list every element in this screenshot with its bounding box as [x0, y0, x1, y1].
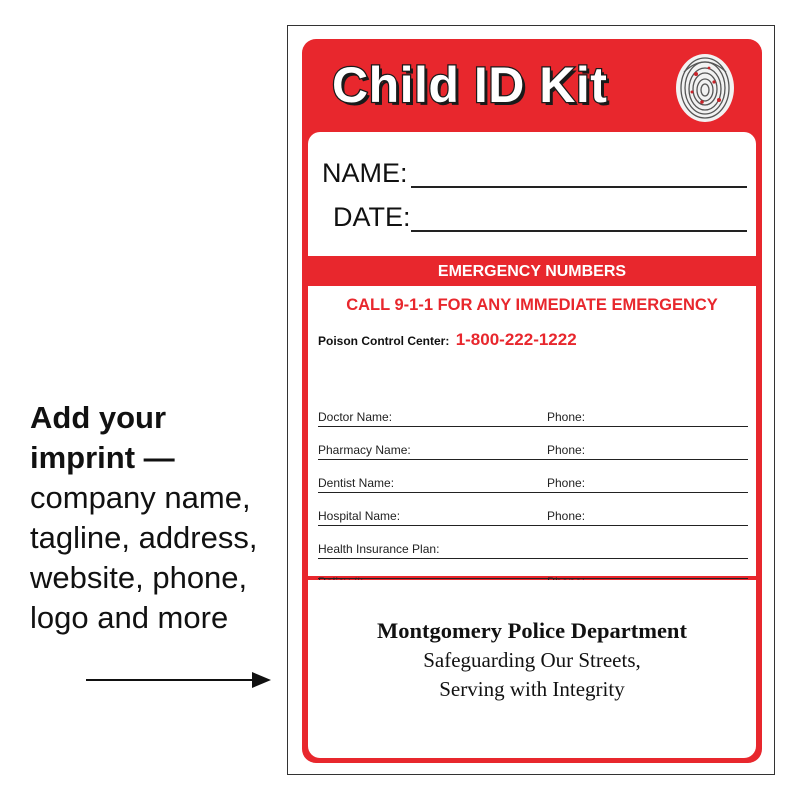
hospital-label: Hospital Name:: [318, 509, 401, 523]
card-title: Child ID Kit: [332, 57, 608, 113]
child-id-card: [287, 25, 775, 775]
hospital-phone-label: Phone:: [547, 509, 586, 523]
hospital-row: [318, 495, 748, 526]
name-field-line: [411, 186, 747, 188]
date-field-row: [308, 198, 756, 238]
poison-control-number: 1-800-222-1222: [455, 330, 577, 349]
promo-body-line-1: company name,: [30, 480, 251, 515]
emergency-numbers-panel: [308, 286, 756, 576]
imprint-panel: [308, 580, 756, 758]
card-red-frame: [302, 39, 762, 763]
policy-row-line: [318, 578, 748, 579]
insurance-label: Health Insurance Plan:: [318, 542, 440, 556]
doctor-row: [318, 396, 748, 427]
poison-control-line: [318, 330, 577, 350]
name-label: NAME:: [322, 158, 408, 188]
name-field-row: [308, 154, 756, 194]
promo-headline-line-2: imprint —: [30, 440, 175, 475]
date-label: DATE:: [333, 202, 411, 232]
fingerprint-icon: [674, 52, 736, 124]
promo-body-line-4: logo and more: [30, 600, 229, 635]
pharmacy-label: Pharmacy Name:: [318, 443, 411, 457]
poison-control-label: Poison Control Center:: [318, 334, 450, 348]
date-field-line: [411, 230, 747, 232]
right-arrow-icon: [86, 671, 271, 689]
imprint-org-name: Montgomery Police Department: [377, 618, 687, 643]
promo-headline-line-1: Add your: [30, 400, 167, 435]
dentist-label: Dentist Name:: [318, 476, 395, 490]
imprint-promo: [30, 398, 280, 638]
imprint-tagline-line-1: Safeguarding Our Streets,: [423, 648, 641, 672]
doctor-label: Doctor Name:: [318, 410, 393, 424]
promo-body-line-3: website, phone,: [30, 560, 248, 595]
doctor-phone-label: Phone:: [547, 410, 586, 424]
card-header: [302, 39, 762, 131]
pharmacy-phone-label: Phone:: [547, 443, 586, 457]
insurance-row: [318, 528, 748, 559]
pharmacy-row: [318, 429, 748, 460]
call-911-line: CALL 9-1-1 FOR ANY IMMEDIATE EMERGENCY: [346, 296, 718, 314]
dentist-row: [318, 462, 748, 493]
promo-body-line-2: tagline, address,: [30, 520, 258, 555]
emergency-numbers-header: EMERGENCY NUMBERS: [437, 263, 627, 280]
dentist-phone-label: Phone:: [547, 476, 586, 490]
imprint-tagline-line-2: Serving with Integrity: [439, 677, 625, 701]
name-date-panel: [308, 132, 756, 256]
imprint-block: [308, 616, 756, 704]
